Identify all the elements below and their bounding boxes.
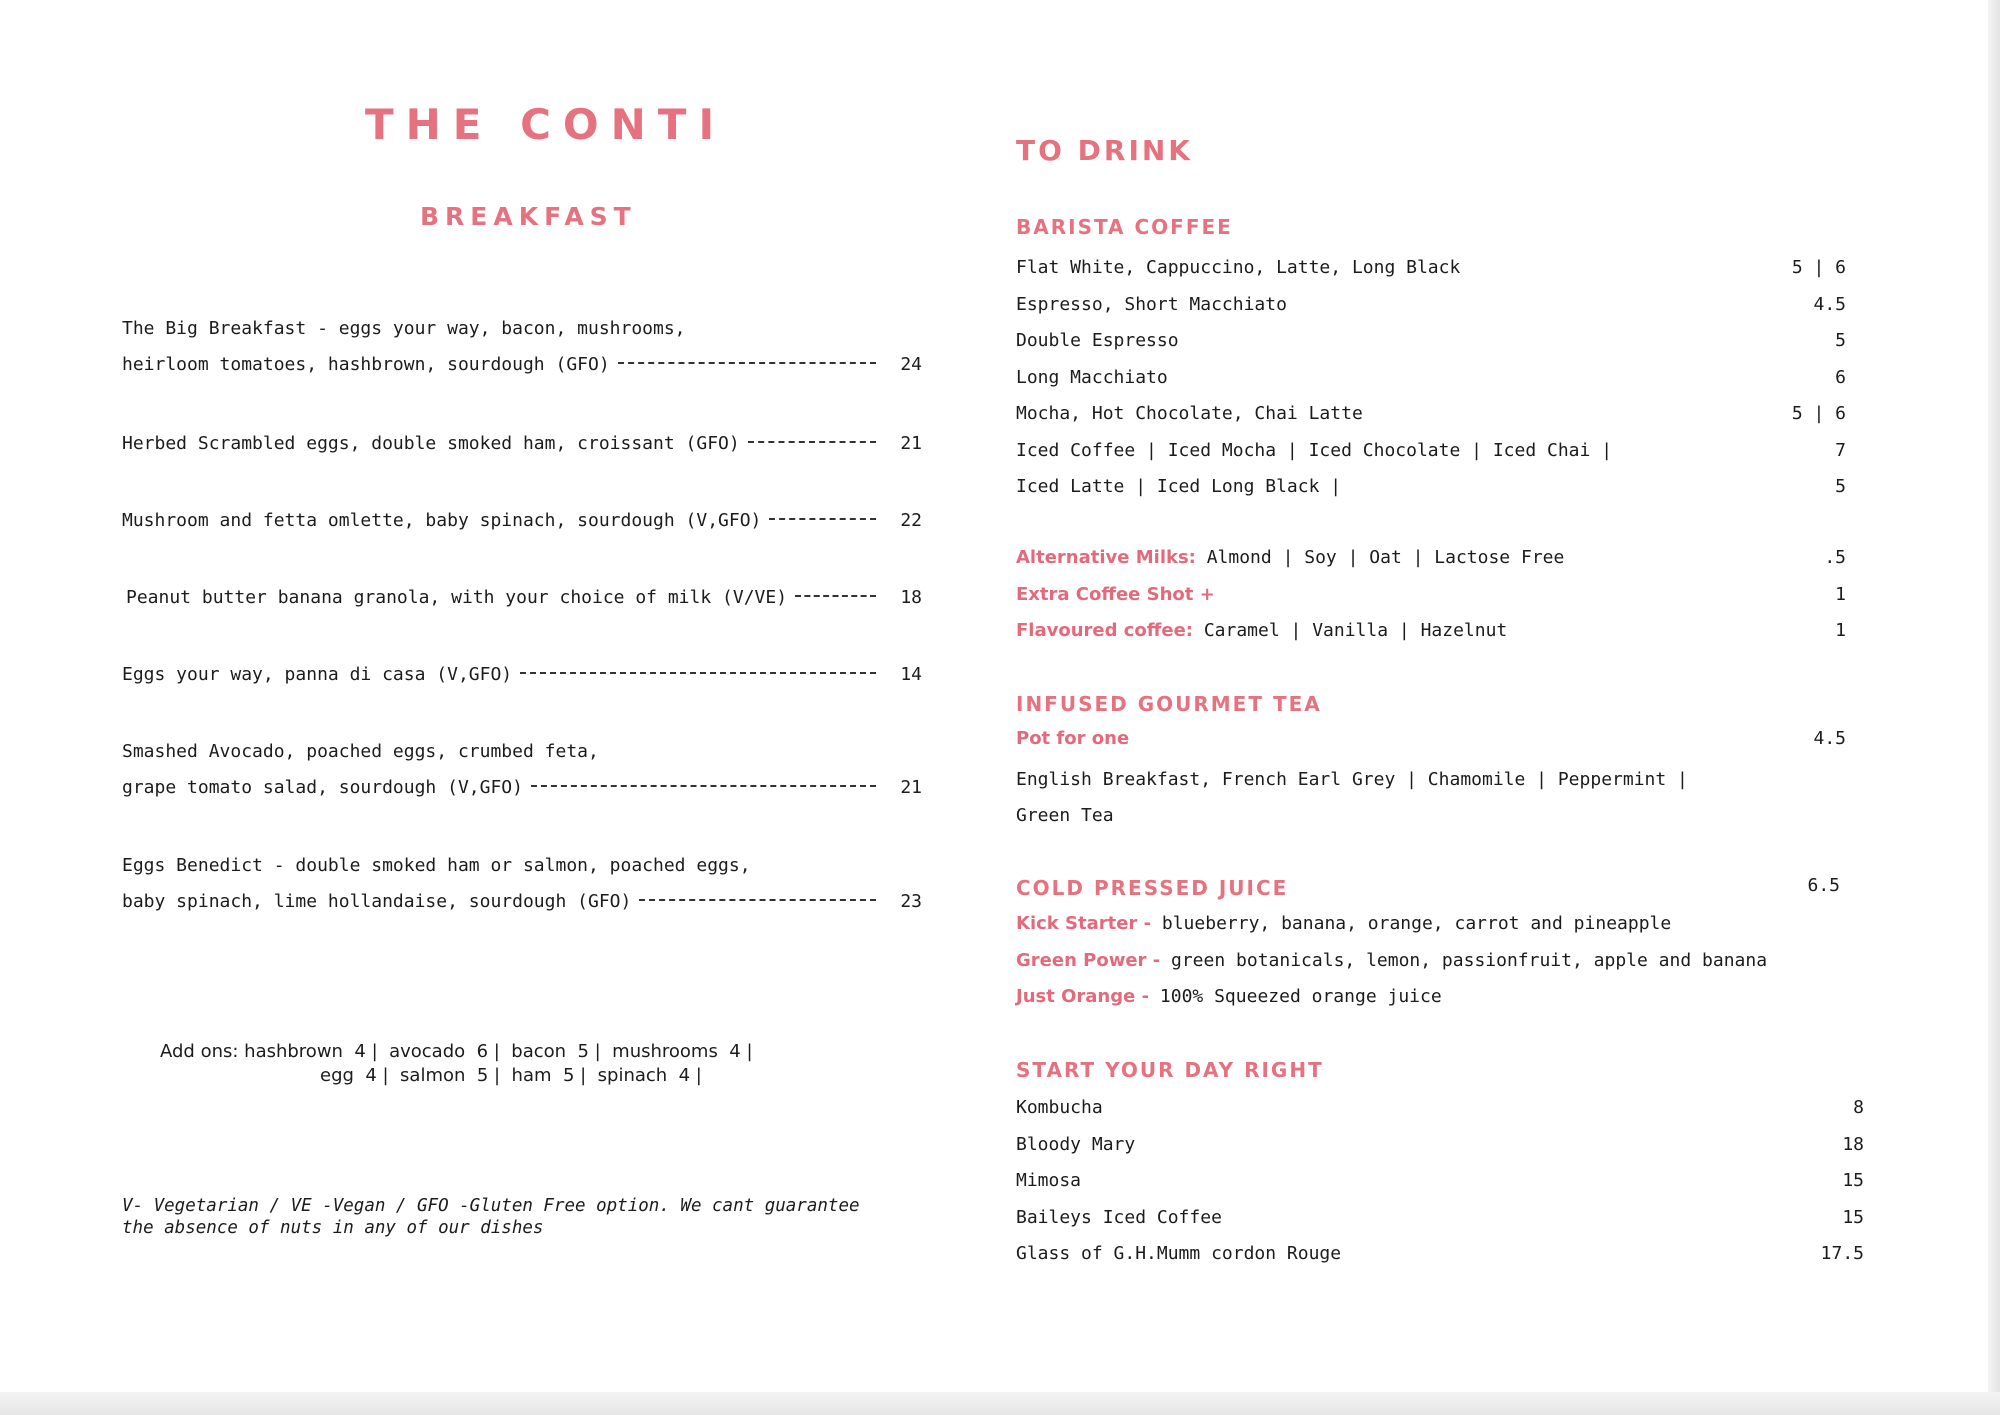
drink-price: 5: [1835, 476, 1846, 497]
juice-ingredients: green botanicals, lemon, passionfruit, apple and banana: [1160, 949, 1768, 971]
drink-price: 15: [1842, 1206, 1864, 1228]
item-price: 24: [900, 354, 922, 375]
extra-options: Almond | Soy | Oat | Lactose Free: [1195, 547, 1565, 568]
menu-item-eggs-benedict: [122, 848, 922, 920]
item-description: Mushroom and fetta omlette, baby spinach, sourdough (V,GFO): [122, 510, 762, 531]
juice-item: [1016, 943, 1846, 980]
drink-item: [1016, 1127, 1864, 1164]
dotted-leader: [639, 899, 876, 901]
drink-name: Mocha, Hot Chocolate, Chai Latte: [1016, 403, 1363, 424]
item-description: Smashed Avocado, poached eggs, crumbed feta,: [122, 741, 599, 762]
drink-item: [1016, 396, 1846, 433]
extra-price: 1: [1835, 620, 1846, 641]
start-your-day-list: [1016, 1090, 1864, 1273]
drink-price: 17.5: [1820, 1243, 1864, 1264]
drink-item: [1016, 1163, 1864, 1200]
dietary-footnote: [122, 1195, 922, 1239]
drink-name: Flat White, Cappuccino, Latte, Long Black: [1016, 257, 1461, 278]
add-ons-line: Add ons: hashbrown 4 | avocado 6 | bacon 5 | mushrooms 4 |: [160, 1041, 753, 1062]
breakfast-heading: BREAKFAST: [420, 202, 637, 231]
tea-pot-label: Pot for one: [1016, 728, 1130, 749]
add-ons-line: egg 4 | salmon 5 | ham 5 | spinach 4 |: [320, 1065, 702, 1086]
tea-varieties: [1016, 762, 1846, 834]
item-description: heirloom tomatoes, hashbrown, sourdough (GFO): [122, 354, 610, 375]
drink-name: Double Espresso: [1016, 330, 1179, 351]
juice-name: Kick Starter -: [1016, 913, 1152, 934]
extra-label: Flavoured coffee:: [1016, 620, 1193, 641]
page-edge-shadow: [1988, 0, 2000, 1415]
drink-price: 15: [1842, 1170, 1864, 1191]
juice-list: [1016, 906, 1846, 1016]
dotted-leader: [795, 595, 876, 597]
juice-name: Green Power -: [1016, 949, 1161, 971]
juice-ingredients: 100% Squeezed orange juice: [1149, 986, 1442, 1007]
extra-label: Extra Coffee Shot +: [1016, 583, 1215, 605]
drink-item: [1016, 469, 1846, 506]
dotted-leader: [748, 441, 876, 443]
drink-item: [1016, 1236, 1864, 1273]
item-price: 21: [900, 777, 922, 798]
drink-name: Glass of G.H.Mumm cordon Rouge: [1016, 1243, 1342, 1264]
menu-item-smashed-avocado: [122, 734, 922, 806]
juice-price: 6.5: [1807, 875, 1840, 896]
extra-item: [1016, 613, 1846, 650]
drink-price: 5: [1835, 330, 1846, 351]
drink-price: 6: [1835, 366, 1846, 388]
tea-heading: INFUSED GOURMET TEA: [1016, 692, 1322, 716]
drink-name: Baileys Iced Coffee: [1016, 1206, 1222, 1228]
dotted-leader: [769, 518, 876, 520]
restaurant-name: THE CONTI: [365, 100, 727, 149]
item-description: Peanut butter banana granola, with your choice of milk (V/VE): [126, 587, 788, 608]
drink-name: Kombucha: [1016, 1097, 1103, 1118]
coffee-extras-list: [1016, 540, 1846, 650]
item-description: Eggs your way, panna di casa (V,GFO): [122, 664, 513, 685]
menu-item-herbed-scrambled-eggs: [122, 426, 922, 462]
item-price: 22: [900, 510, 922, 531]
drink-price: 8: [1853, 1097, 1864, 1118]
drink-item: [1016, 433, 1846, 470]
drink-item: [1016, 360, 1846, 397]
item-price: 23: [900, 891, 922, 912]
menu-item-granola: [126, 580, 922, 616]
juice-item: [1016, 906, 1846, 943]
drink-price: 4.5: [1813, 293, 1846, 315]
juice-item: [1016, 979, 1846, 1016]
drink-name: Bloody Mary: [1016, 1133, 1136, 1155]
footnote-line: the absence of nuts in any of our dishes: [122, 1218, 544, 1238]
juice-ingredients: blueberry, banana, orange, carrot and pineapple: [1151, 913, 1672, 934]
barista-coffee-list: [1016, 250, 1846, 506]
extra-options: Caramel | Vanilla | Hazelnut: [1193, 620, 1508, 641]
dotted-leader: [618, 362, 876, 364]
drink-item: [1016, 250, 1846, 287]
menu-item-mushroom-omlette: [122, 503, 922, 539]
page-bottom-shadow: [0, 1392, 2000, 1415]
drink-item: [1016, 323, 1846, 360]
drink-price: 5 | 6: [1791, 403, 1846, 424]
drink-name: Iced Coffee | Iced Mocha | Iced Chocolate | Iced Chai |: [1016, 439, 1613, 461]
tea-varieties-line: English Breakfast, French Earl Grey | Chamomile | Peppermint |: [1016, 769, 1688, 790]
dotted-leader: [531, 785, 876, 787]
drink-item: [1016, 1200, 1864, 1237]
tea-pot-price: 4.5: [1813, 728, 1846, 749]
item-price: 21: [900, 433, 922, 454]
item-price: 18: [900, 587, 922, 608]
drink-price: 18: [1842, 1133, 1864, 1155]
extra-price: 1: [1835, 583, 1846, 605]
extra-label: Alternative Milks:: [1016, 547, 1196, 568]
drink-price: 5 | 6: [1791, 257, 1846, 278]
drink-price: 7: [1835, 439, 1846, 461]
tea-varieties-line: Green Tea: [1016, 805, 1114, 826]
drink-name: Espresso, Short Macchiato: [1016, 293, 1287, 315]
tea-list: [1016, 721, 1846, 758]
extra-item: [1016, 577, 1846, 614]
item-description: Eggs Benedict - double smoked ham or salmon, poached eggs,: [122, 855, 751, 876]
item-description: The Big Breakfast - eggs your way, bacon, mushrooms,: [122, 318, 686, 339]
drink-name: Iced Latte | Iced Long Black |: [1016, 476, 1342, 497]
drink-item: [1016, 1090, 1864, 1127]
start-your-day-heading: START YOUR DAY RIGHT: [1016, 1058, 1324, 1082]
tea-pot-item: [1016, 721, 1846, 758]
drink-name: Mimosa: [1016, 1170, 1082, 1191]
extra-item: [1016, 540, 1846, 577]
item-description: baby spinach, lime hollandaise, sourdough (GFO): [122, 891, 632, 912]
extra-price: .5: [1824, 547, 1846, 568]
footnote-line: V- Vegetarian / VE -Vegan / GFO -Gluten Free option. We cant guarantee: [122, 1196, 860, 1216]
menu-item-eggs-your-way: [122, 657, 922, 693]
item-price: 14: [900, 664, 922, 685]
add-ons: [160, 1040, 890, 1088]
barista-coffee-heading: BARISTA COFFEE: [1016, 215, 1233, 239]
drink-name: Long Macchiato: [1016, 366, 1168, 388]
to-drink-heading: TO DRINK: [1016, 134, 1194, 167]
dotted-leader: [520, 672, 876, 674]
juice-name: Just Orange -: [1016, 986, 1150, 1007]
juice-heading: COLD PRESSED JUICE: [1016, 876, 1289, 900]
menu-item-big-breakfast: [122, 311, 922, 383]
item-description: Herbed Scrambled eggs, double smoked ham, croissant (GFO): [122, 433, 740, 454]
drink-item: [1016, 287, 1846, 324]
item-description: grape tomato salad, sourdough (V,GFO): [122, 777, 523, 798]
